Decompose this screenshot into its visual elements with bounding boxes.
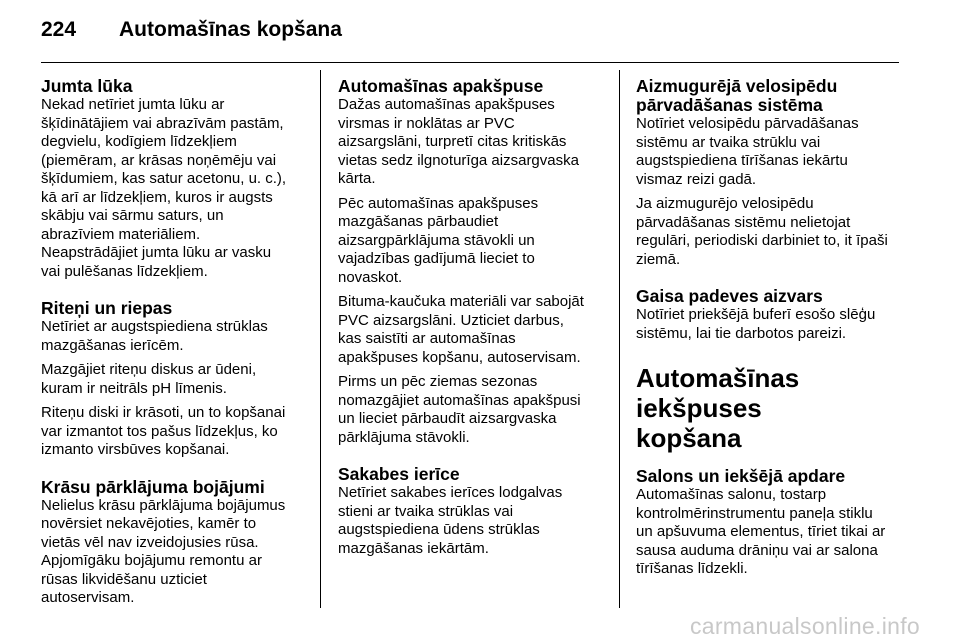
paragraph: Netīriet sakabes ierīces lodgalvas stieni ar tvaika strūklas vai augstspiediena ūdens strūklas mazgāšanas iekārtām.	[338, 484, 563, 557]
paragraph: Riteņu diski ir krāsoti, un to kopšanai var izmantot tos pašus līdzekļus, ko izmanto virsbūves kopšanai.	[41, 404, 286, 458]
section-title-towbar: Sakabes ierīce	[338, 464, 460, 484]
page-title: Automašīnas kopšana	[119, 18, 342, 41]
section-title-wheels: Riteņi un riepas	[41, 298, 173, 318]
column-divider-1	[320, 70, 321, 608]
paragraph: Netīriet ar augstspiediena strūklas mazgāšanas ierīcēm.	[41, 318, 268, 354]
column-divider-2	[619, 70, 620, 608]
chapter-title-interior-care: Automašīnas iekšpuses kopšana	[636, 363, 800, 453]
section-title-underbody: Automašīnas apakšpuse	[338, 76, 544, 96]
page-header	[41, 18, 899, 42]
paragraph: Nekad netīriet jumta lūku ar šķīdinātājiem vai abrazīvām pastām, degvielu, kodīgiem līdzekļiem (piemēram, ar krāsas noņēmēju vai šķīdumiem, kas satur acetonu, u. c.), kā arī ar līdzekļiem, kuros ir augsts skābju vai sārmu saturs, un abrazīviem materiāliem. Neapstrādājiet jumta lūku ar vasku vai pulēšanas līdzekļiem.	[41, 96, 287, 280]
paragraph: Dažas automašīnas apakšpuses virsmas ir noklātas ar PVC aizsargslāni, turpretī citas kritiskās vietas sedz ilgnoturīga aizsargvaska kārta.	[338, 96, 579, 187]
paragraph: Nelielus krāsu pārklājuma bojājumus novērsiet nekavējoties, kamēr to vietās vēl nav izveidojusies rūsa. Apjomīgāku bojājumu remontu ar rūsas likvidēšanu uzticiet autoservisam.	[41, 496, 286, 606]
paragraph: Pirms un pēc ziemas sezonas nomazgājiet automašīnas apakšpusi un lieciet pārbaudīt aizsargvaska pārklājuma stāvokli.	[338, 373, 581, 446]
paragraph: Notīriet priekšējā buferī esošo slēģu sistēmu, lai tie darbotos pareizi.	[636, 306, 876, 342]
column-3	[636, 77, 906, 585]
paragraph: Bituma-kaučuka materiāli var sabojāt PVC aizsargslāni. Uzticiet darbus, kas saistīti ar automašīnas apakšpuses kopšanu, autoservisam.	[338, 293, 584, 366]
paragraph: Mazgājiet riteņu diskus ar ūdeni, kuram ir neitrāls pH līmenis.	[41, 361, 257, 397]
section-title-air-shutter: Gaisa padeves aizvars	[636, 286, 823, 306]
header-rule	[41, 62, 899, 63]
paragraph: Automašīnas salonu, tostarp kontrolmērinstrumentu paneļa stiklu un apšuvuma elementus, tīriet tikai ar sausa auduma drāniņu vai ar salona tīrīšanas līdzekli.	[636, 486, 886, 577]
paragraph: Ja aizmugurējo velosipēdu pārvadāšanas sistēmu nelietojat regulāri, periodiski darbiniet to, it īpaši ziemā.	[636, 195, 888, 268]
watermark: carmanualsonline.info	[689, 613, 920, 639]
section-title-interior-trim: Salons un iekšējā apdare	[636, 466, 846, 486]
paragraph: Pēc automašīnas apakšpuses mazgāšanas pārbaudiet aizsargpārklājuma stāvokli un vajadzības gadījumā lieciet to novaskot.	[338, 194, 539, 286]
column-2	[338, 77, 608, 564]
section-title-sunroof: Jumta lūka	[41, 76, 133, 96]
section-title-bike-carrier: Aizmugurējā velosipēdu pārvadāšanas sistēma	[636, 76, 838, 115]
paragraph: Notīriet velosipēdu pārvadāšanas sistēmu ar tvaika strūklu vai augstspiediena tīrīšanas iekārtu vismaz reizi gadā.	[636, 115, 859, 188]
column-1	[41, 77, 311, 614]
section-title-paint-damage: Krāsu pārklājuma bojājumi	[41, 476, 265, 497]
page-number: 224	[41, 18, 77, 41]
